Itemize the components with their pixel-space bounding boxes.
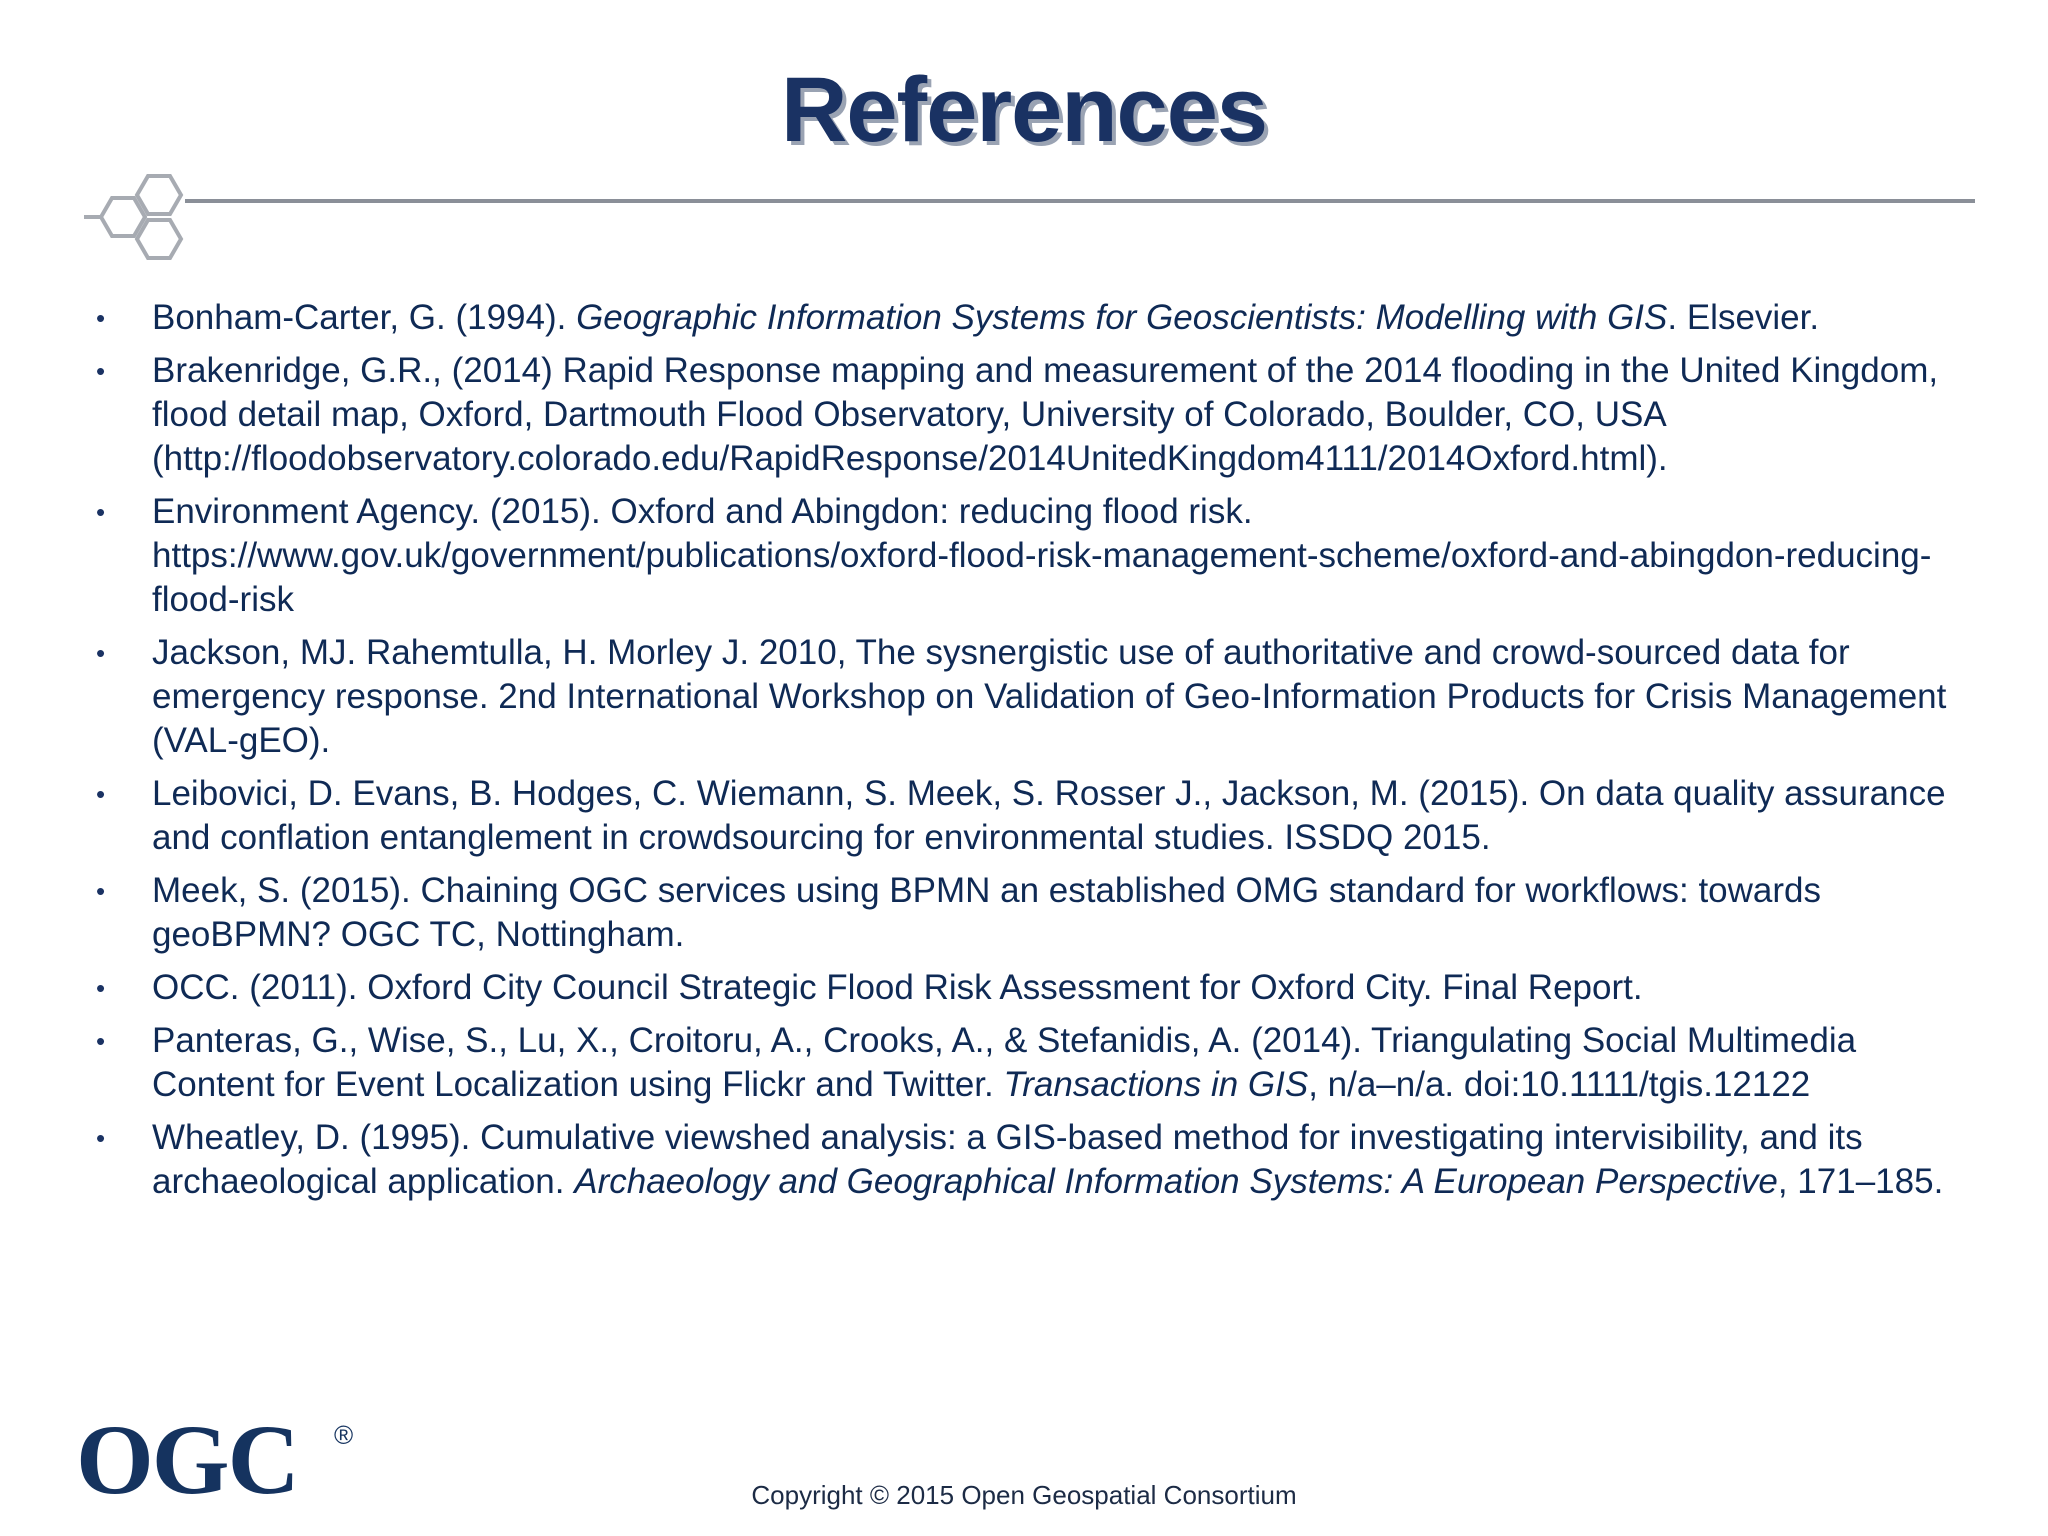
bullet-icon: • [96, 497, 106, 527]
reference-item [92, 772, 1972, 860]
reference-text: Brakenridge, G.R., (2014) Rapid Response mapping and measurement of the 2014 flooding in the United Kingdom, flood detail map, Oxford, Dartmouth Flood Observatory, University of Colorado, Boulder, CO, USA (http://floodobservatory.colorado.edu/RapidResponse/2014UnitedKingdom4111/2014Oxford.html). [152, 351, 1939, 478]
reference-text: Wheatley, D. (1995). Cumulative viewshed analysis: a GIS-based method for investigating intervisibility, and its archaeological application. [152, 1118, 1863, 1201]
reference-text: Panteras, G., Wise, S., Lu, X., Croitoru, A., Crooks, A., & Stefanidis, A. (2014). Triangulating Social Multimedia Content for Event Localization using Flickr and Twitter. [152, 1021, 1857, 1104]
reference-item [92, 966, 1972, 1010]
reference-text: Environment Agency. (2015). Oxford and Abingdon: reducing flood risk. https://www.gov.uk/government/publications/oxford-flood-risk-management-scheme/oxford-and-abingdon-reducing-flood-risk [152, 492, 1932, 619]
ogc-logo: OGC [76, 1404, 298, 1515]
reference-title-italic: Transactions in GIS [1003, 1065, 1309, 1104]
reference-text: Jackson, MJ. Rahemtulla, H. Morley J. 2010, The sysnergistic use of authoritative and crowd-sourced data for emergency response. 2nd International Workshop on Validation of Geo-Information Products for Crisis Management (VAL-gEO). [152, 633, 1947, 760]
reference-text: OCC. (2011). Oxford City Council Strategic Flood Risk Assessment for Oxford City. Final Report. [152, 968, 1643, 1007]
reference-item [92, 490, 1972, 622]
reference-item [92, 296, 1972, 340]
reference-item [92, 869, 1972, 957]
reference-list [92, 296, 1972, 1213]
reference-text: , n/a–n/a. doi:10.1111/tgis.12122 [1308, 1065, 1811, 1104]
bullet-icon: • [96, 356, 106, 386]
bullet-icon: • [96, 1026, 106, 1056]
title-divider [185, 199, 1975, 203]
bullet-icon: • [96, 638, 106, 668]
hexagon-cluster-icon [80, 170, 210, 290]
reference-item [92, 349, 1972, 481]
reference-text: . Elsevier. [1667, 298, 1820, 337]
reference-item [92, 1116, 1972, 1204]
reference-item [92, 1019, 1972, 1107]
reference-text: , 171–185. [1777, 1162, 1944, 1201]
bullet-icon: • [96, 973, 106, 1003]
reference-title-italic: Archaeology and Geographical Information Systems: A European Perspective [574, 1162, 1778, 1201]
bullet-icon: • [96, 303, 106, 333]
reference-title-italic: Geographic Information Systems for Geoscientists: Modelling with GIS [576, 298, 1668, 337]
reference-item [92, 631, 1972, 763]
reference-text: Meek, S. (2015). Chaining OGC services using BPMN an established OMG standard for workflows: towards geoBPMN? OGC TC, Nottingham. [152, 871, 1822, 954]
bullet-icon: • [96, 779, 106, 809]
reference-text: Bonham-Carter, G. (1994). [152, 298, 577, 337]
registered-mark: ® [334, 1420, 354, 1450]
copyright-footer: Copyright © 2015 Open Geospatial Consortium [751, 1480, 1297, 1510]
reference-text: Leibovici, D. Evans, B. Hodges, C. Wiemann, S. Meek, S. Rosser J., Jackson, M. (2015). On data quality assurance and conflation entanglement in crowdsourcing for environmental studies. ISSDQ 2015. [152, 774, 1946, 857]
bullet-icon: • [96, 1123, 106, 1153]
slide-title: References [780, 59, 1268, 161]
bullet-icon: • [96, 876, 106, 906]
